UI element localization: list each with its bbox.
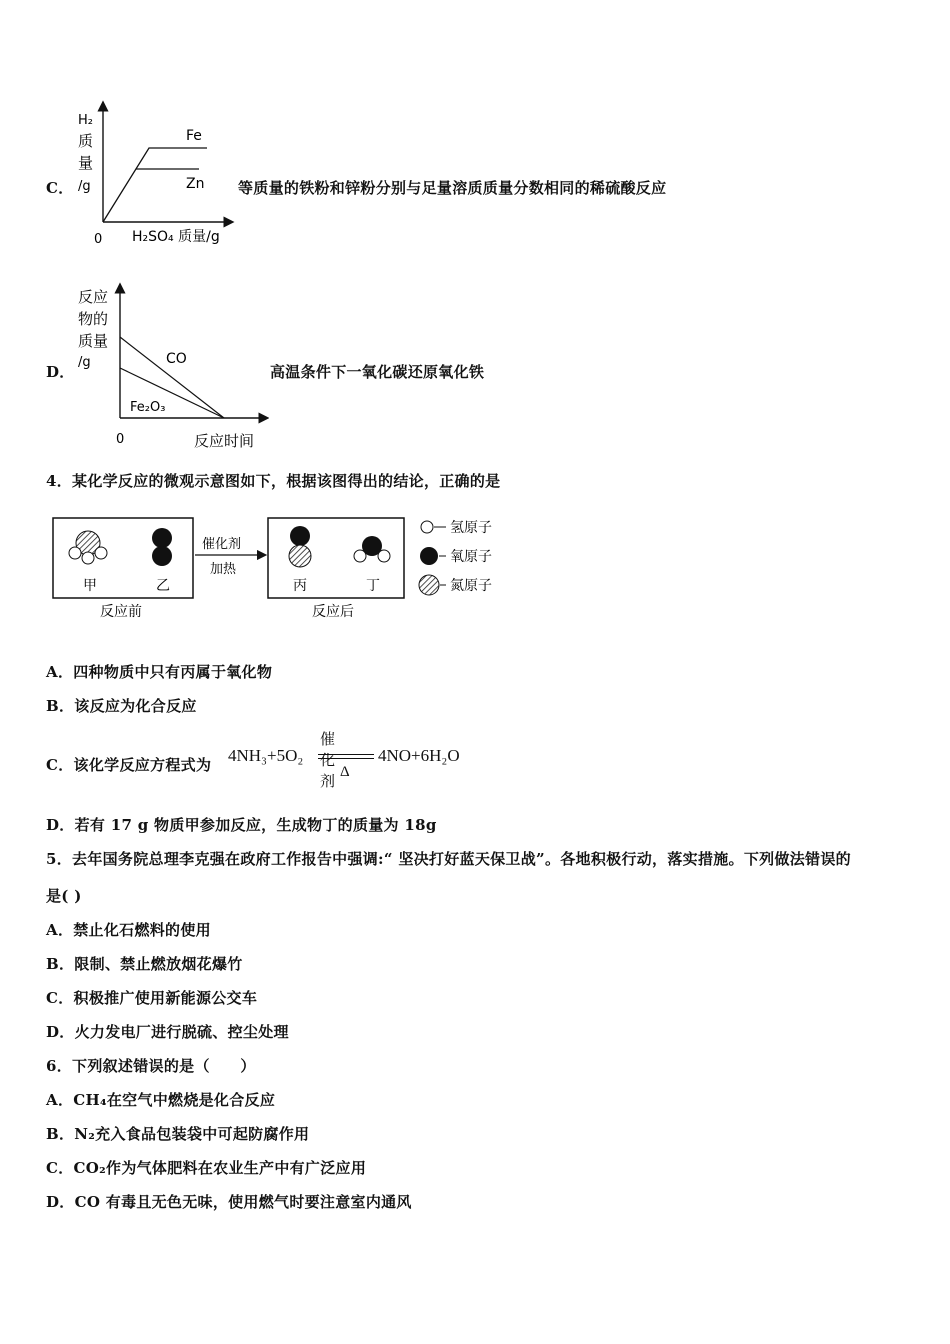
origin-label: 0 (94, 232, 103, 247)
q4-stem: 4．某化学反应的微观示意图如下，根据该图得出的结论，正确的是 (46, 472, 501, 490)
svg-text:氢原子: 氢原子 (450, 520, 492, 536)
fe2o3-label: Fe₂O₃ (130, 400, 166, 415)
q3-option-c-desc: 等质量的铁粉和锌粉分别与足量溶质质量分数相同的稀硫酸反应 (238, 179, 667, 197)
y-axis-label: 质量 (78, 332, 109, 350)
q5-stem-line1: 5．去年国务院总理李克强在政府工作报告中强调:“ 坚决打好蓝天保卫战”。各地积极行动，落实措施。下列做法错误的 (46, 850, 851, 868)
q6-option-b: B．N₂充入食品包装袋中可起防腐作用 (46, 1125, 310, 1143)
molecule-jia (69, 531, 107, 564)
q3-option-d-chart (74, 282, 269, 454)
q4-option-a: A．四种物质中只有丙属于氧化物 (46, 663, 273, 681)
q6-stem: 6．下列叙述错误的是（ ） (46, 1057, 256, 1075)
legend-oxygen (420, 547, 492, 565)
condition-heat: 加热 (210, 562, 237, 577)
y-axis-label: /g (78, 179, 91, 194)
q5-option-a: A．禁止化石燃料的使用 (46, 921, 211, 939)
q4-option-b: B．该反应为化合反应 (46, 697, 197, 715)
equation-right: 4NO+6H₂O (378, 746, 460, 765)
q5-option-c: C．积极推广使用新能源公交车 (46, 989, 258, 1007)
svg-text:氮原子: 氮原子 (450, 578, 492, 594)
y-axis-label: /g (78, 355, 91, 370)
label-ding: 丁 (366, 578, 380, 594)
q6-option-a: A．CH₄在空气中燃烧是化合反应 (46, 1091, 276, 1109)
q3-option-c-letter: C． (46, 179, 74, 197)
q3-option-d-letter: D． (46, 363, 75, 381)
q5-option-b: B．限制、禁止燃放烟花爆竹 (46, 955, 243, 973)
label-jia: 甲 (83, 578, 97, 594)
equation-condition-top: 催化剂 (320, 730, 336, 790)
q6-option-c: C．CO₂作为气体肥料在农业生产中有广泛应用 (46, 1159, 367, 1177)
label-bing: 丙 (293, 578, 307, 594)
zn-label: Zn (186, 176, 205, 192)
legend-hydrogen (421, 520, 492, 536)
molecule-ding (354, 536, 390, 562)
y-axis-label: 量 (78, 154, 94, 172)
q6-option-d: D．CO 有毒且无色无味，使用燃气时要注意室内通风 (46, 1193, 412, 1211)
co-label: CO (166, 351, 187, 367)
y-axis-label: 物的 (78, 310, 109, 328)
q3-option-d-desc: 高温条件下一氧化碳还原氧化铁 (270, 363, 485, 381)
equation-equals (318, 754, 374, 759)
q4-option-d: D．若有 17 g 物质甲参加反应，生成物丁的质量为 18g (46, 816, 437, 834)
label-yi: 乙 (156, 578, 170, 594)
fe-label: Fe (186, 128, 202, 144)
equation-left: 4NH₃+5O₂ (228, 746, 304, 765)
condition-catalyst: 催化剂 (202, 537, 242, 552)
q4-micro-diagram (50, 510, 520, 625)
q5-option-d: D．火力发电厂进行脱硫、控尘处理 (46, 1023, 289, 1041)
origin-label: 0 (116, 432, 125, 447)
q3-option-c-chart (74, 100, 239, 250)
y-axis-label: H₂ (78, 113, 93, 128)
q5-stem-line2: 是( ) (46, 887, 82, 905)
molecule-bing (289, 526, 311, 567)
x-axis-label: H₂SO₄ 质量/g (132, 229, 220, 245)
molecule-yi (152, 528, 172, 566)
label-after: 反应后 (312, 604, 354, 620)
y-axis-label: 反应 (78, 288, 109, 306)
equation-condition-bottom: Δ (340, 764, 350, 780)
legend-nitrogen (419, 575, 492, 595)
q4-option-c-prefix: C．该化学反应方程式为 (46, 756, 212, 774)
svg-text:氧原子: 氧原子 (450, 549, 492, 565)
x-axis-label: 反应时间 (194, 432, 255, 450)
y-axis-label: 质 (78, 132, 94, 150)
label-before: 反应前 (100, 604, 142, 620)
